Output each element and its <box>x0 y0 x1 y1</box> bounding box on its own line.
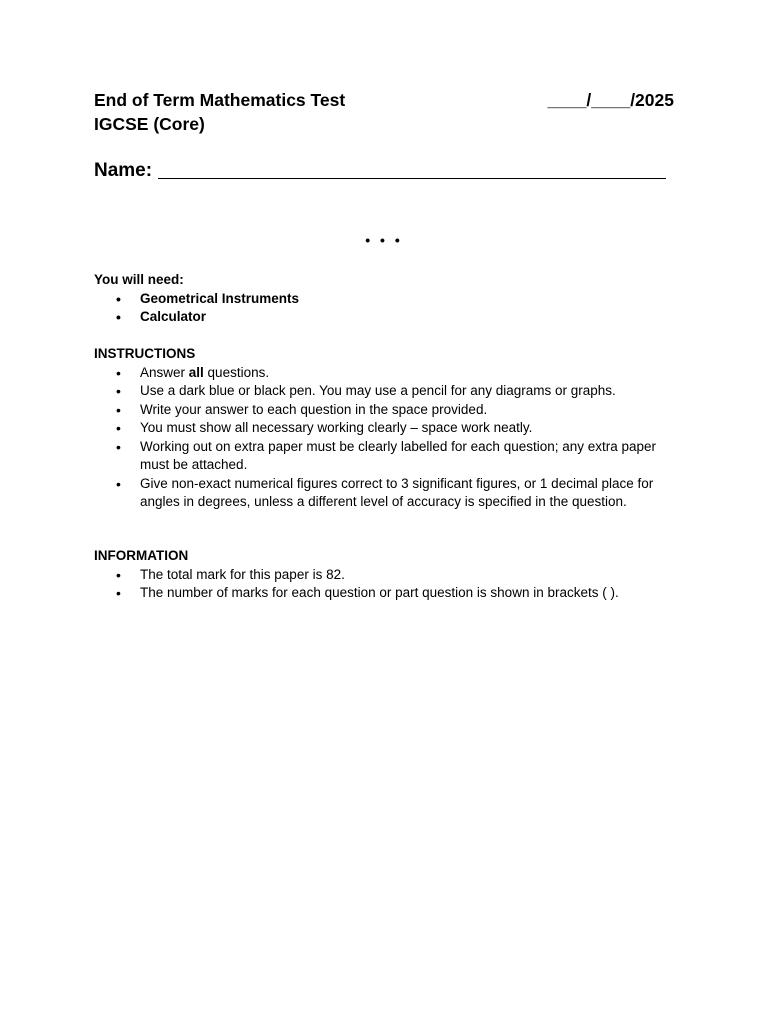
answer-all-prefix: Answer <box>140 364 189 380</box>
header-row <box>94 88 674 112</box>
instructions-heading: INSTRUCTIONS <box>94 346 196 361</box>
answer-all-emphasis: all <box>188 364 204 380</box>
information-section <box>94 547 684 603</box>
name-line <box>94 158 666 184</box>
requirements-section <box>94 271 684 327</box>
answer-all-suffix: questions. <box>203 364 270 380</box>
header <box>94 88 674 136</box>
date-field: ____/____/2025 <box>547 90 674 110</box>
name-underline <box>158 177 666 179</box>
list-item: • Calculator <box>94 308 684 327</box>
list-item: • Use a dark blue or black pen. You may use a pencil for any diagrams or graphs. <box>94 382 684 401</box>
course-subtitle: IGCSE (Core) <box>94 114 205 134</box>
list-item <box>94 364 684 383</box>
test-title: End of Term Mathematics Test <box>94 90 346 110</box>
list-item: • The total mark for this paper is 82. <box>94 566 684 585</box>
list-item: • Write your answer to each question in the space provided. <box>94 401 684 420</box>
list-item: • Working out on extra paper must be clearly labelled for each question; any extra paper must be attached. <box>94 438 684 475</box>
requirements-heading: You will need: <box>94 272 184 287</box>
requirements-list <box>94 290 684 327</box>
list-item: • The number of marks for each question or part question is shown in brackets ( ). <box>94 584 684 603</box>
name-label: Name: <box>94 160 153 181</box>
instructions-section <box>94 345 684 512</box>
information-list <box>94 566 684 603</box>
list-item: • You must show all necessary working clearly – space work neatly. <box>94 419 684 438</box>
section-separator: • • • <box>365 232 403 248</box>
list-item: • Give non-exact numerical figures correct to 3 significant figures, or 1 decimal place for angles in degrees, unless a different level of accuracy is specified in the question. <box>94 475 684 512</box>
information-heading: INFORMATION <box>94 548 189 563</box>
instructions-list <box>94 364 684 512</box>
list-item: • Geometrical Instruments <box>94 290 684 309</box>
